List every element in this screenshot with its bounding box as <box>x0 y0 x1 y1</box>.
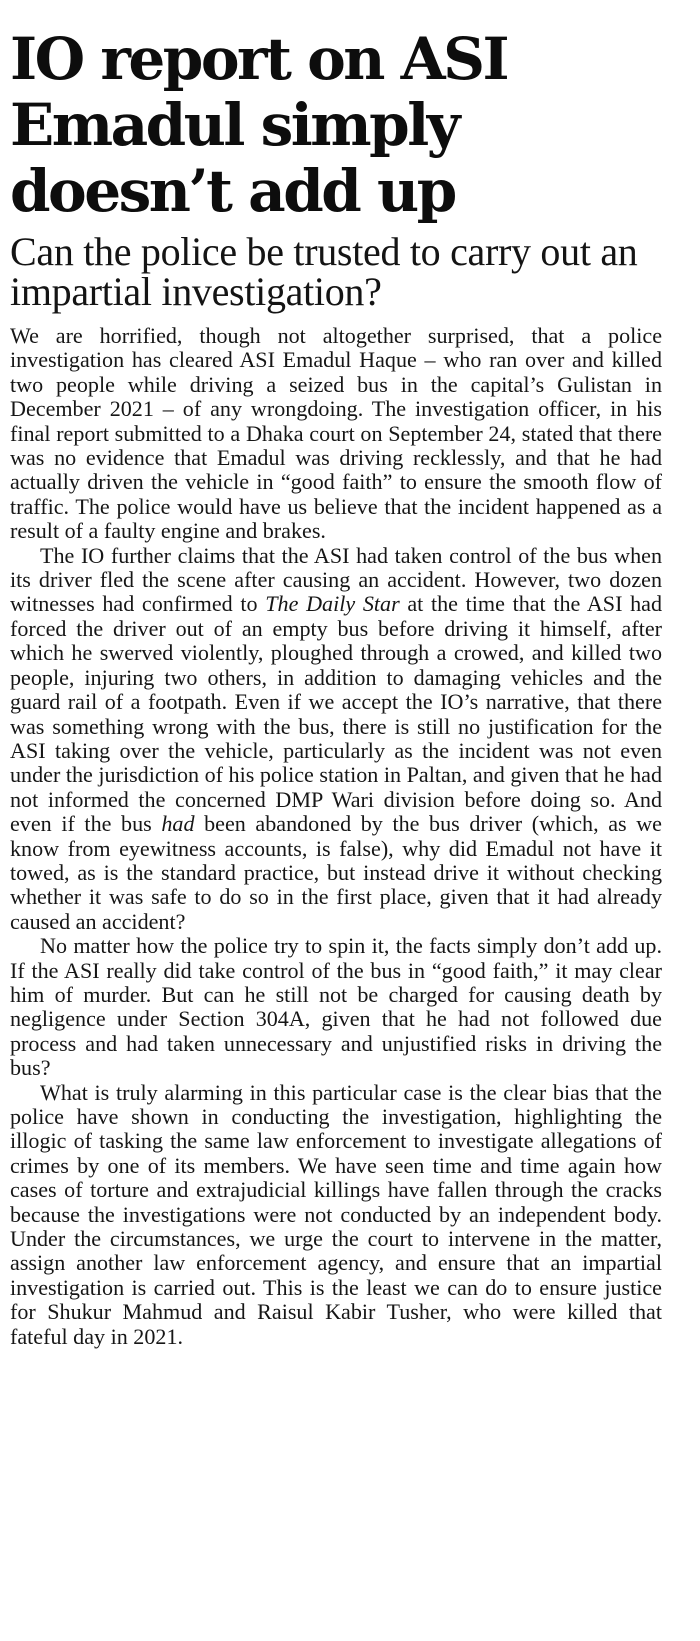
emphasis-had: had <box>161 811 195 837</box>
paragraph-2-part-3: been abandoned by the bus driver (which, as we know from eyewitness accounts, is false), why did Emadul not have it towed, as is the standard practice, but instead drive it without checking whether it was safe to do so in the first place, given that it had already caused an accident? <box>10 811 662 934</box>
paragraph-2-part-2: at the time that the ASI had forced the driver out of an empty bus before driving it himself, after which he swerved violently, ploughed through a crowed, and killed two people, injuring two others, in addition to damaging vehicles and the guard rail of a footpath. Even if we accept the IO’s narrative, that there was something wrong with the bus, there is still no justification for the ASI taking over the vehicle, particularly as the incident was not even under the jurisdiction of his police station in Paltan, and given that he had not informed the concerned DMP Wari division before doing so. And even if the bus <box>10 591 662 837</box>
headline: IO report on ASI Emadul simply doesn’t add up <box>10 25 508 225</box>
paragraph-4: What is truly alarming in this particular case is the clear bias that the police have shown in conducting the investigation, highlighting the illogic of tasking the same law enforcement to investigate allegations of crimes by one of its members. We have seen time and time again how cases of torture and extrajudicial killings have fallen through the cracks because the investigations were not conducted by an independent body. Under the circumstances, we urge the court to intervene in the matter, assign another law enforcement agency, and ensure that an impartial investigation is carried out. This is the least we can do to ensure justice for Shukur Mahmud and Raisul Kabir Tusher, who were killed that fateful day in 2021. <box>10 1079 662 1349</box>
article-body <box>10 324 662 1349</box>
paragraph-1: We are horrified, though not altogether surprised, that a police investigation has cleared ASI Emadul Haque – who ran over and killed two people while driving a seized bus in the capital’s Gulistan in December 2021 – of any wrongdoing. The investigation officer, in his final report submitted to a Dhaka court on September 24, stated that there was no evidence that Emadul was driving recklessly, and that he had actually driven the vehicle in “good faith” to ensure the smooth flow of traffic. The police would have us believe that the incident happened as a result of a faulty engine and brakes. <box>10 323 662 544</box>
paragraph-3: No matter how the police try to spin it, the facts simply don’t add up. If the ASI really did take control of the bus in “good faith,” it may clear him of murder. But can he still not be charged for causing death by negligence under Section 304A, given that he had not followed due process and had taken unnecessary and unjustified risks in driving the bus? <box>10 933 662 1081</box>
newspaper-name: The Daily Star <box>265 591 400 617</box>
subheadline: Can the police be trusted to carry out an impartial investigation? <box>10 229 638 314</box>
paragraph-2-part-1: The IO further claims that the ASI had taken control of the bus when its driver fled the scene after causing an accident. However, two dozen witnesses had confirmed to <box>10 542 662 617</box>
paragraph-2 <box>10 544 662 935</box>
editorial-article <box>10 26 662 1349</box>
